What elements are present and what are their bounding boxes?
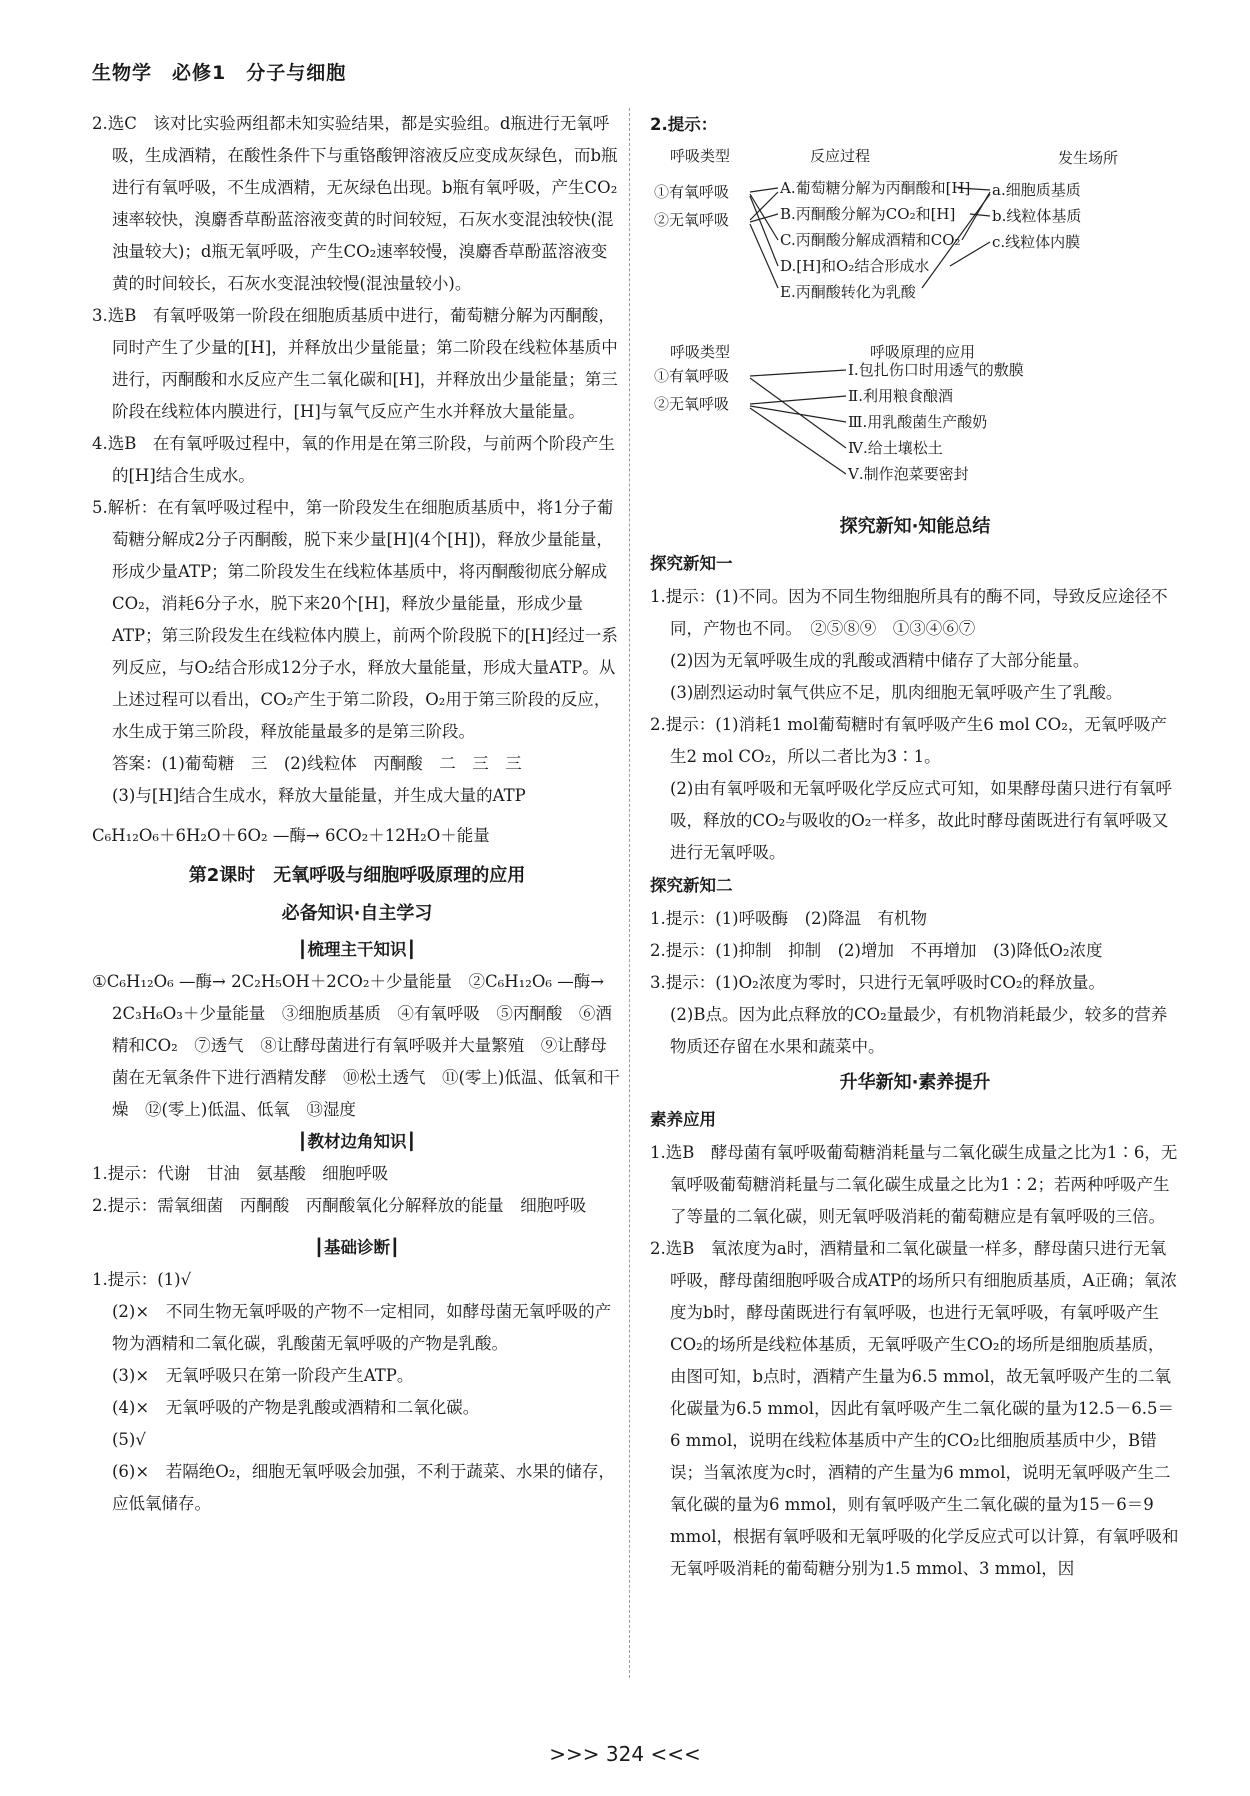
explore-1-item: 2.提示：(1)消耗1 mol葡萄糖时有氧呼吸产生6 mol CO₂，无氧呼吸产生2 mol CO₂，所以二者比为3∶1。 (650, 715, 1167, 766)
basic-diagnosis-list (92, 1264, 622, 1520)
section-title-literacy: 升华新知·素养提升 (839, 1072, 991, 1093)
explore-2-item: (2)B点。因为此点释放的CO₂量最少，有机物消耗最少，较多的营养物质还存留在水果和蔬菜中。 (670, 1005, 1168, 1056)
diagram1-process-c: C.丙酮酸分解成酒精和CO₂ (780, 231, 961, 249)
corner-knowledge-list (92, 1158, 622, 1222)
literacy-heading: 素养应用 (650, 1110, 716, 1129)
diagnosis-item: (3)× 无氧呼吸只在第一阶段产生ATP。 (112, 1366, 414, 1385)
lesson-title: 第2课时 无氧呼吸与细胞呼吸原理的应用 (188, 865, 526, 886)
diagnosis-item: (2)× 不同生物无氧呼吸的产物不一定相同，如酵母菌无氧呼吸的产物为酒精和二氧化碳，乳酸菌无氧呼吸的产物是乳酸。 (112, 1302, 612, 1353)
diagram2-app-4: Ⅳ.给土壤松土 (848, 439, 943, 457)
literacy-list (650, 1137, 1180, 1585)
subheading-corner-knowledge: ┃教材边角知识┃ (297, 1132, 417, 1151)
explore-2-list (650, 903, 1180, 1063)
explore-2-item: 3.提示：(1)O₂浓度为零时，只进行无氧呼吸时CO₂的释放量。 (650, 973, 1106, 992)
column-divider (629, 108, 630, 1678)
literacy-item: 2.选B 氧浓度为a时，酒精量和二氧化碳量一样多，酵母菌只进行无氧呼吸，酵母菌细胞呼吸合成ATP的场所只有细胞质基质，A正确；氧浓度为b时，酵母菌既进行有氧呼吸，也进行无氧呼吸，有氧呼吸产生CO₂的场所是线粒体基质，无氧呼吸产生CO₂的场所是细胞质基质，由图可知，b点时，酒精产生量为6.5 mmol，故无氧呼吸产生的二氧化碳量为6.5 mmol，因此有氧呼吸产生二氧化碳的量为12.5－6.5＝6 mmol，说明在线粒体基质中产生的CO₂比细胞质基质中少，B错误；当氧浓度为c时，酒精的产生量为6 mmol，说明无氧呼吸产生二氧化碳的量为6 mmol，则有氧呼吸产生二氧化碳的量为15－6＝9 mmol，根据有氧呼吸和无氧呼吸的化学反应式可以计算，有氧呼吸和无氧呼吸消耗的葡萄糖分别为1.5 mmol、3 mmol，因 (650, 1239, 1179, 1578)
diagram2-col-head-type: 呼吸类型 (670, 343, 731, 361)
explore-2-item: 2.提示：(1)抑制 抑制 (2)增加 不再增加 (3)降低O₂浓度 (650, 941, 1103, 960)
section-title-knowledge: 必备知识·自主学习 (281, 903, 433, 924)
diagram1-site-a: a.细胞质基质 (992, 181, 1081, 199)
subheading-basic-diagnosis: ┃基础诊断┃ (314, 1238, 400, 1257)
corner-knowledge-item: 2.提示：需氧细菌 丙酮酸 丙酮酸氧化分解释放的能量 细胞呼吸 (92, 1196, 587, 1215)
diagram2-type-anaerobic: ②无氧呼吸 (654, 395, 730, 413)
diagram1-site-b: b.线粒体基质 (992, 207, 1082, 225)
diagram1-process-a: A.葡萄糖分解为丙酮酸和[H] (780, 179, 971, 197)
explore-1-item: (3)剧烈运动时氧气供应不足，肌肉细胞无氧呼吸产生了乳酸。 (670, 683, 1123, 702)
diagram2-app-5: Ⅴ.制作泡菜要密封 (848, 465, 969, 483)
answer-list-part1 (92, 108, 622, 812)
tip-2-label: 2.提示： (650, 115, 718, 134)
diagram1-process-d: D.[H]和O₂结合形成水 (780, 257, 930, 275)
answer-paragraph: 4.选B 在有氧呼吸过程中，氧的作用是在第三阶段，与前两个阶段产生的[H]结合生成水。 (92, 434, 615, 485)
diagram2-col-head-application: 呼吸原理的应用 (870, 343, 976, 361)
explore-1-item: (2)因为无氧呼吸生成的乳酸或酒精中储存了大部分能量。 (670, 651, 1090, 670)
explore-1-list (650, 581, 1180, 869)
diagram2-app-1: Ⅰ.包扎伤口时用透气的敷膜 (848, 361, 1024, 379)
explore-2-item: 1.提示：(1)呼吸酶 (2)降温 有机物 (650, 909, 927, 928)
explore-1-item: 1.提示：(1)不同。因为不同生物细胞所具有的酶不同，导致反应途径不同，产物也不同。 ②⑤⑧⑨ ①③④⑥⑦ (650, 587, 1168, 638)
answer-paragraph: 5.解析：在有氧呼吸过程中，第一阶段发生在细胞质基质中，将1分子葡萄糖分解成2分子丙酮酸，脱下来少量[H](4个[H])，释放少量能量，形成少量ATP；第二阶段发生在线粒体基质中，将丙酮酸彻底分解成CO₂，消耗6分子水，脱下来20个[H]，释放少量能量，形成少量ATP；第三阶段发生在线粒体内膜上，前两个阶段脱下的[H]经过一系列反应，与O₂结合形成12分子水，释放大量能量，形成大量ATP。从上述过程可以看出，CO₂产生于第二阶段，O₂用于第三阶段的反应，水生成于第三阶段，释放能量最多的是第三阶段。 (92, 498, 618, 741)
respiration-process-diagram (650, 142, 1180, 342)
left-column (92, 108, 622, 1520)
page-number: >>> 324 <<< (549, 1742, 701, 1766)
diagram1-col-head-type: 呼吸类型 (670, 147, 731, 165)
explore-1-heading: 探究新知一 (650, 554, 733, 573)
diagram1-process-e: E.丙酮酸转化为乳酸 (780, 283, 916, 301)
answer-paragraph: 2.选C 该对比实验两组都未知实验结果，都是实验组。d瓶进行无氧呼吸，生成酒精，在酸性条件下与重铬酸钾溶液反应变成灰绿色，而b瓶进行有氧呼吸，不生成酒精，无灰绿色出现。b瓶有氧呼吸，产生CO₂速率较快，溴麝香草酚蓝溶液变黄的时间较短，石灰水变混浊较快(混浊量较大)；d瓶无氧呼吸，产生CO₂速率较慢，溴麝香草酚蓝溶液变黄的时间较长，石灰水变混浊较慢(混浊量较小)。 (92, 114, 618, 293)
diagram1-type-anaerobic: ②无氧呼吸 (654, 211, 730, 229)
diagram1-site-c: c.线粒体内膜 (992, 233, 1081, 251)
diagram1-col-head-site: 发生场所 (1058, 149, 1119, 167)
explore-1-item: (2)由有氧呼吸和无氧呼吸化学反应式可知，如果酵母菌只进行有氧呼吸，释放的CO₂与吸收的O₂一样多，故此时酵母菌既进行有氧呼吸又进行无氧呼吸。 (670, 779, 1172, 862)
diagram2-type-aerobic: ①有氧呼吸 (654, 367, 730, 385)
answer-paragraph: 3.选B 有氧呼吸第一阶段在细胞质基质中进行，葡萄糖分解为丙酮酸，同时产生了少量的[H]，并释放出少量能量；第二阶段在线粒体基质中进行，丙酮酸和水反应产生二氧化碳和[H]，并释放出少量能量；第三阶段在线粒体内膜进行，[H]与氧气反应产生水并释放大量能量。 (92, 306, 618, 421)
answer-paragraph: 答案：(1)葡萄糖 三 (2)线粒体 丙酮酸 二 三 三 (112, 754, 522, 773)
diagnosis-item: (5)√ (112, 1430, 146, 1449)
subheading-main-knowledge: ┃梳理主干知识┃ (297, 940, 417, 959)
diagram1-type-aerobic: ①有氧呼吸 (654, 183, 730, 201)
knowledge-paragraph: ①C₆H₁₂O₆ —酶→ 2C₂H₅OH＋2CO₂＋少量能量 ②C₆H₁₂O₆ —酶→ 2C₃H₆O₃＋少量能量 ③细胞质基质 ④有氧呼吸 ⑤丙酮酸 ⑥酒精和CO₂ ⑦透气 ⑧让酵母菌进行有氧呼吸并大量繁殖 ⑨让酵母菌在无氧条件下进行酒精发酵 ⑩松土透气 ⑪(零上)低温、低氧和干燥 ⑫(零上)低温、低氧 ⑬湿度 (92, 972, 620, 1119)
right-column (650, 108, 1180, 1585)
diagnosis-item: (6)× 若隔绝O₂，细胞无氧呼吸会加强，不利于蔬菜、水果的储存，应低氧储存。 (112, 1462, 615, 1513)
reaction-equation: C₆H₁₂O₆＋6H₂O＋6O₂ —酶→ 6CO₂＋12H₂O＋能量 (92, 826, 490, 845)
respiration-application-diagram (650, 342, 1180, 507)
corner-knowledge-item: 1.提示：代谢 甘油 氨基酸 细胞呼吸 (92, 1164, 389, 1183)
explore-2-heading: 探究新知二 (650, 876, 733, 895)
diagnosis-item: 1.提示：(1)√ (92, 1270, 192, 1289)
main-knowledge-list (92, 966, 622, 1126)
diagram2-app-3: Ⅲ.用乳酸菌生产酸奶 (848, 413, 988, 431)
diagram2-app-2: Ⅱ.利用粮食酿酒 (848, 387, 953, 405)
diagnosis-item: (4)× 无氧呼吸的产物是乳酸或酒精和二氧化碳。 (112, 1398, 480, 1417)
diagram1-process-b: B.丙酮酸分解为CO₂和[H] (780, 205, 956, 223)
running-header: 生物学 必修1 分子与细胞 (92, 62, 347, 84)
section-title-explore: 探究新知·知能总结 (839, 516, 991, 537)
literacy-item: 1.选B 酵母菌有氧呼吸葡萄糖消耗量与二氧化碳生成量之比为1∶6，无氧呼吸葡萄糖消耗量与二氧化碳生成量之比为1∶2；若两种呼吸产生了等量的二氧化碳，则无氧呼吸消耗的葡萄糖应是有氧呼吸的三倍。 (650, 1143, 1178, 1226)
answer-paragraph: (3)与[H]结合生成水，释放大量能量，并生成大量的ATP (112, 786, 526, 805)
diagram1-col-head-process: 反应过程 (810, 147, 871, 165)
